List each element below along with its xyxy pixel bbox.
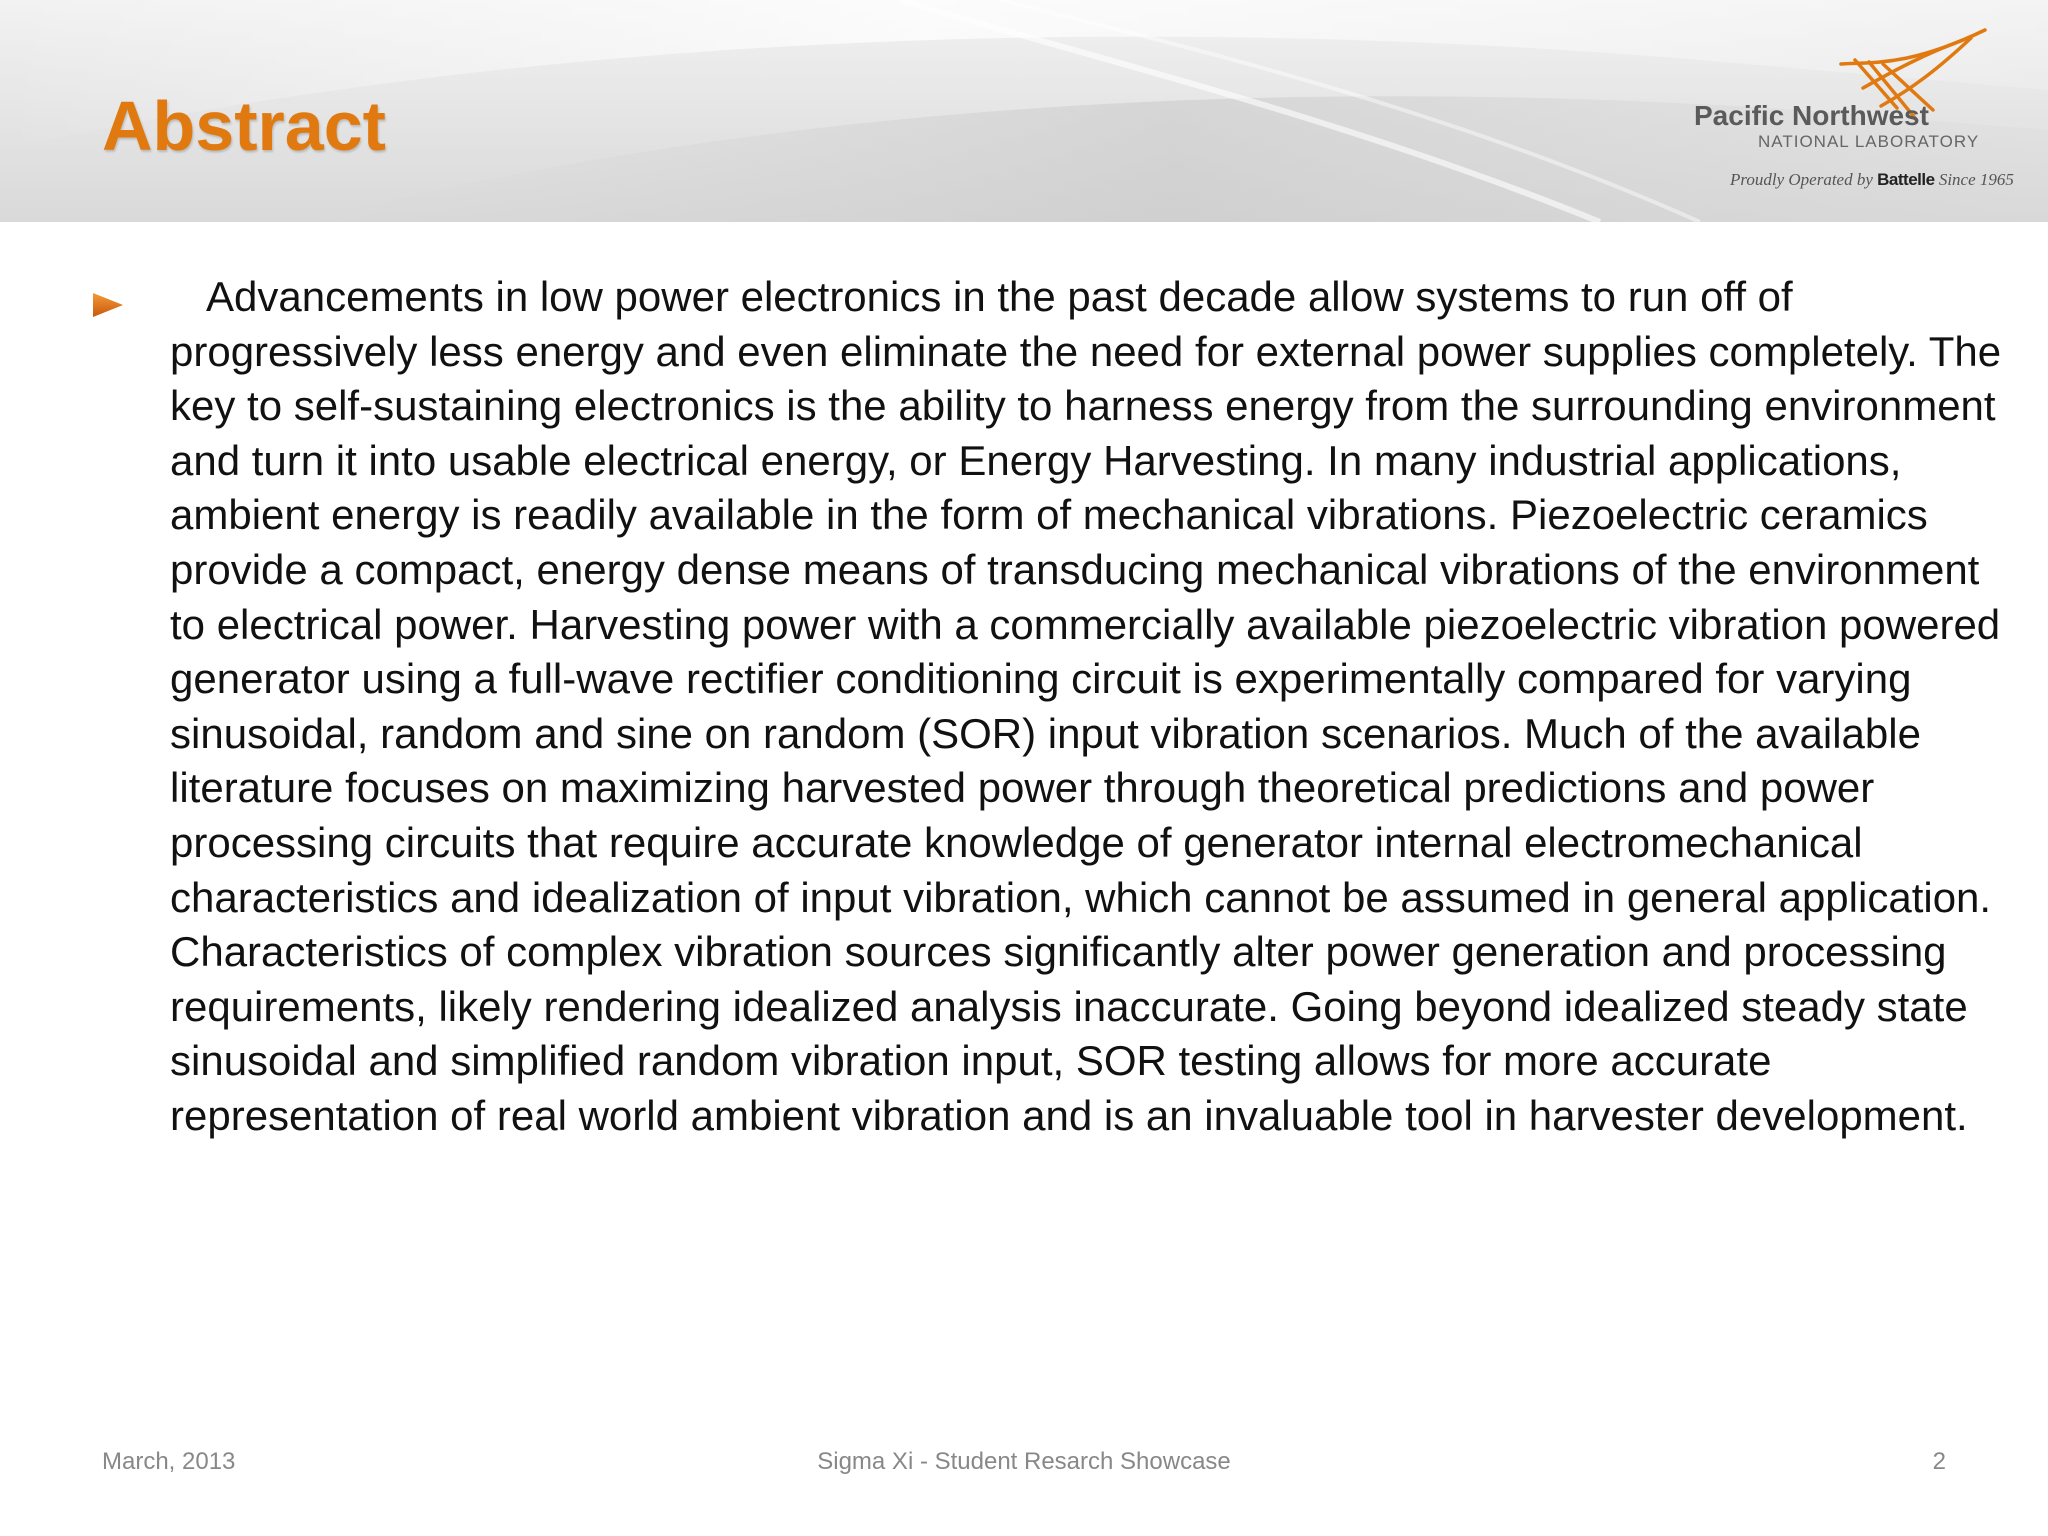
logo-tagline-suffix: Since 1965 bbox=[1938, 170, 2014, 189]
abstract-body-text: Advancements in low power electronics in the past decade allow systems to run off of progressively less energy and even eliminate the need for external power supplies completely. The key to self-sustaining electronics is the ability to harness energy from the surrounding environment and turn it into usable electrical energy, or Energy Harvesting. In many industrial applications, ambient energy is readily available in the form of mechanical vibrations. Piezoelectric ceramics provide a compact, energy dense means of transducing mechanical vibrations of the environment to electrical power. Harvesting power with a commercially available piezoelectric vibration powered generator using a full-wave rectifier conditioning circuit is experimentally compared for varying sinusoidal, random and sine on random (SOR) input vibration scenarios. Much of the available literature focuses on maximizing harvested power through theoretical predictions and power processing circuits that require accurate knowledge of generator internal electromechanical characteristics and idealization of input vibration, which cannot be assumed in general application. Characteristics of complex vibration sources significantly alter power generation and processing requirements, likely rendering idealized analysis inaccurate. Going beyond idealized steady state sinusoidal and simplified random vibration input, SOR testing allows for more accurate representation of real world ambient vibration and is an invaluable tool in harvester development. bbox=[170, 273, 2002, 1139]
logo-tagline-prefix: Proudly Operated by bbox=[1730, 170, 1873, 189]
slide-header bbox=[0, 0, 2048, 222]
footer-event-title: Sigma Xi - Student Resarch Showcase bbox=[817, 1448, 1231, 1475]
footer-date: March, 2013 bbox=[102, 1448, 236, 1475]
slide-footer bbox=[0, 1448, 2048, 1488]
slide-title: Abstract bbox=[102, 87, 386, 165]
logo-line1: Pacific Northwest bbox=[1694, 100, 1929, 131]
logo-tagline bbox=[1730, 170, 2014, 190]
logo-tagline-brand: Battelle bbox=[1877, 170, 1935, 189]
pnnl-logo bbox=[1680, 22, 2030, 202]
logo-line2: NATIONAL LABORATORY bbox=[1758, 132, 1980, 151]
footer-page-number: 2 bbox=[1932, 1448, 1946, 1475]
triangle-bullet-icon bbox=[90, 290, 126, 320]
